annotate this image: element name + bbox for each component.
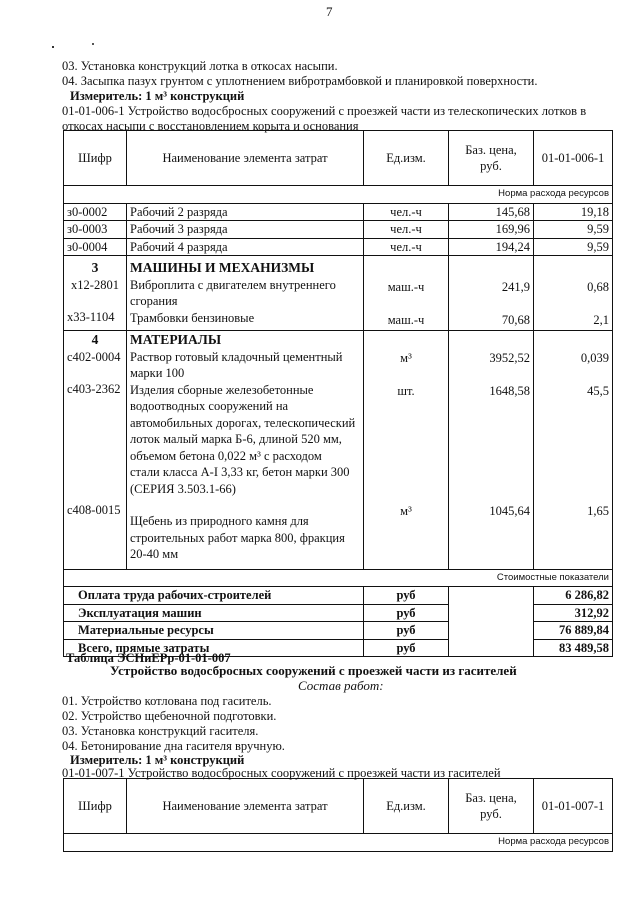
norm-title-cont: откосах насыпи с восстановлением корыта и основания: [62, 119, 359, 133]
total-row: Материальные ресурсы руб 76 889,84: [64, 622, 613, 640]
table-row: з0-0004 Рабочий 4 разряда чел.-ч 194,24 9,59: [64, 238, 613, 256]
norms-table-006: [63, 130, 613, 657]
scan-speck: [52, 46, 54, 48]
section-materials: 4 с402-0004 с403-2362 с408-0015 МАТЕРИАЛЫ Раствор готовый кладочный цементный марки 100 Изделия сборные железобетонные водоотводных сооружений на автомобильных дорогах, телескопический лоток малый марка Б-6, длиной 520 мм, объемом бетона 0,022 м³ с расходом стали класса А-I 3,33 кг, бетон марки 300 (СЕРИЯ 3.503.1-66) Щебень из природного камня для строительных работ марка 800, фракция 20-40 мм м³ шт. м³ 3952,52 1648,58 1045,64 0,039 45,5 1,65: [64, 331, 613, 570]
col-code-header: Шифр: [64, 779, 127, 834]
cost-label: Стоимостные показатели: [64, 569, 613, 587]
table-row: з0-0003 Рабочий 3 разряда чел.-ч 169,96 9,59: [64, 221, 613, 239]
total-row: Эксплуатация машин руб 312,92: [64, 604, 613, 622]
section-heading: Устройство водосбросных сооружений с проезжей части из гасителей: [110, 663, 517, 678]
page-number: 7: [326, 4, 333, 19]
col-unit-header: Ед.изм.: [364, 131, 449, 186]
table-title: Таблица ЭСНиЕРр-01-01-007: [66, 651, 231, 665]
work-item: 04. Бетонирование дна гасителя вручную.: [62, 739, 285, 753]
col-name-header: Наименование элемента затрат: [127, 779, 364, 834]
col-price-header: Баз. цена, руб.: [449, 779, 534, 834]
meter-label: Измеритель: 1 м³ конструкций: [70, 753, 245, 767]
col-price-header: Баз. цена, руб.: [449, 131, 534, 186]
scan-speck: [92, 43, 94, 45]
section-subheading: Состав работ:: [298, 678, 384, 693]
table-row: з0-0002 Рабочий 2 разряда чел.-ч 145,68 19,18: [64, 203, 613, 221]
norm-label: Норма расхода ресурсов: [64, 834, 613, 852]
work-item: 03. Установка конструкций гасителя.: [62, 724, 259, 738]
col-norm-header: 01-01-006-1: [534, 131, 613, 186]
norm-label: Норма расхода ресурсов: [64, 186, 613, 204]
total-row: Оплата труда рабочих-строителей руб 6 286,82: [64, 587, 613, 605]
work-item: 02. Устройство щебеночной подготовки.: [62, 709, 277, 723]
meter-label: Измеритель: 1 м³ конструкций: [70, 89, 245, 103]
col-name-header: Наименование элемента затрат: [127, 131, 364, 186]
norm-title: 01-01-006-1 Устройство водосбросных сооружений с проезжей части из телескопических лотков в: [62, 104, 587, 118]
section-machines: 3 х12-2801 х33-1104 МАШИНЫ И МЕХАНИЗМЫ Виброплита с двигателем внутреннего сгорания Трамбовки бензиновые маш.-ч маш.-ч 241,9 70,68 0,68 2,1: [64, 256, 613, 331]
norm-title: 01-01-007-1 Устройство водосбросных сооружений с проезжей части из гасителей: [62, 766, 501, 780]
total-row: Всего, прямые затраты руб 83 489,58: [64, 639, 613, 657]
col-unit-header: Ед.изм.: [364, 779, 449, 834]
norms-table-007: [63, 778, 613, 852]
col-norm-header: 01-01-007-1: [534, 779, 613, 834]
col-code-header: Шифр: [64, 131, 127, 186]
work-item: 03. Установка конструкций лотка в откосах насыпи.: [62, 59, 338, 73]
work-item: 01. Устройство котлована под гаситель.: [62, 694, 272, 708]
work-item: 04. Засыпка пазух грунтом с уплотнением вибротрамбовкой и планировкой поверхности.: [62, 74, 538, 88]
